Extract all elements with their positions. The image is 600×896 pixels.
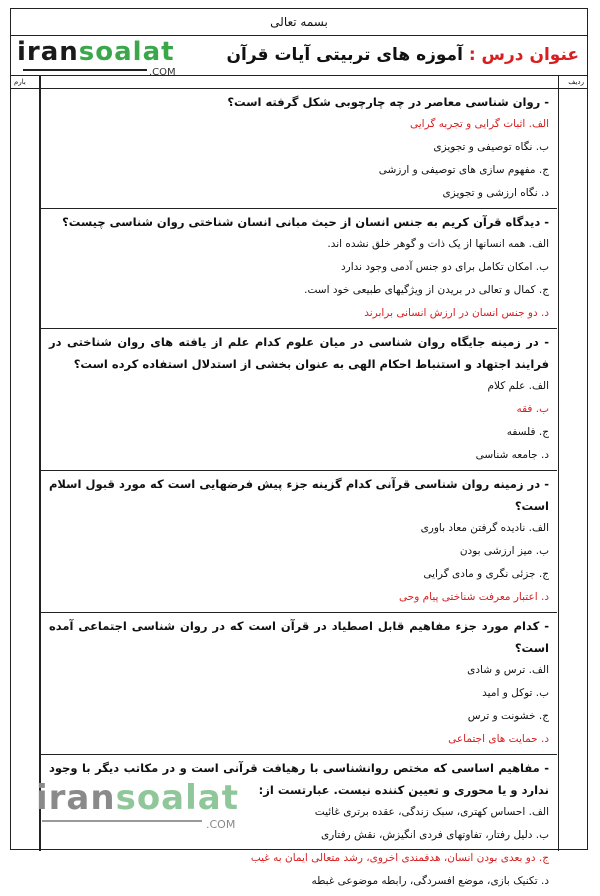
answer-option: ب. توکل و امید <box>482 687 549 699</box>
answer-option: ج. جزئی نگری و مادی گرایی <box>423 568 549 580</box>
question-list <box>41 89 557 896</box>
watermark-domain: .COM <box>206 818 236 831</box>
title-row <box>11 35 587 78</box>
answer-option-correct: د. حمایت های اجتماعی <box>448 733 549 745</box>
question-stem: - کدام مورد جزء مفاهیم قابل اصطیاد در قرآن است که در روان شناسی اجتماعی آمده است؟ <box>49 619 549 655</box>
answer-option: ج. فلسفه <box>506 426 549 438</box>
question-stem: - دیدگاه قرآن کریم به جنس انسان از حیث مبانی انسان شناختی روان شناسی چیست؟ <box>62 215 549 229</box>
watermark-underline <box>42 820 202 822</box>
question-stem: - مفاهیم اساسی که مختص روانشناسی با رهیافت قرآنی است و در مکاتب دیگر با وجود ندارد و یا محوری و تعیین کننده نیست. عبارتست از: <box>49 761 549 797</box>
logo-domain: .COM <box>149 67 176 78</box>
answer-option: الف. همه انسانها از یک ذات و گوهر خلق نشده اند. <box>327 238 549 250</box>
answer-option: ج. مفهوم سازی های توصیفی و ارزشی <box>378 164 549 176</box>
answer-option: ب. میز ارزشی بودن <box>459 545 549 557</box>
answer-option: د. نگاه ارزشی و تجویزی <box>442 187 549 199</box>
answer-option: الف. علم کلام <box>487 380 549 392</box>
answer-option: ج. کمال و تعالی در بریدن از ویژگیهای طبیعی خود است. <box>304 284 549 296</box>
question-block <box>41 613 557 755</box>
column-radif: ردیف <box>568 78 584 86</box>
column-header-row <box>11 75 587 89</box>
logo-underline <box>23 69 147 71</box>
answer-option-correct: ب. فقه <box>516 403 549 415</box>
lesson-title <box>227 45 579 65</box>
watermark-logo <box>36 778 256 838</box>
bismillah-header: بسمه تعالی <box>11 9 587 36</box>
answer-option: ب. امکان تکامل برای دو جنس آدمی وجود ندارد <box>340 261 549 273</box>
answer-option: ب. دلیل رفتار، تفاوتهای فردی انگیزش، نقش رفتاری <box>320 829 549 841</box>
question-stem: - روان شناسی معاصر در چه چارچوبی شکل گرفته است؟ <box>227 95 549 109</box>
answer-option: الف. ترس و شادی <box>467 664 549 676</box>
question-block <box>41 89 557 209</box>
exam-sheet <box>10 8 588 887</box>
answer-option-correct: د. دو جنس انسان در ارزش انسانی برابرند <box>364 307 549 319</box>
question-stem: - در زمینه روان شناسی قرآنی کدام گزینه جزء پیش فرضهایی است که مورد قبول اسلام است؟ <box>49 477 549 513</box>
answer-option: د. تکنیک بازی، موضع افسردگی، رابطه موضوعی غبطه <box>311 875 549 887</box>
question-stem: - در زمینه جایگاه روان شناسی در میان علوم کدام علم از یافته های روان شناختی در فرایند اجتهاد و استنباط احکام الهی به عنوان بخشی از استدلال استفاده کرده است؟ <box>49 335 549 371</box>
logo-wordmark: iransoalat <box>17 37 175 67</box>
lesson-name: آموزه های تربیتی آیات قرآن <box>226 45 463 65</box>
lesson-label: عنوان درس : <box>468 45 579 65</box>
answer-option: الف. احساس کهتری، سبک زندگی، عقده برتری غائیت <box>314 806 549 818</box>
answer-option: ب. نگاه توصیفی و تجویزی <box>433 141 549 153</box>
answer-option-correct: د. اعتبار معرفت شناختی پیام وحی <box>399 591 549 603</box>
question-block <box>41 329 557 471</box>
answer-option-correct: الف. اثبات گرایی و تجربه گرایی <box>410 118 549 130</box>
watermark-wordmark: iransoalat <box>36 778 239 818</box>
question-block <box>41 209 557 329</box>
answer-option: د. جامعه شناسی <box>475 449 549 461</box>
answer-option: ج. خشونت و ترس <box>467 710 549 722</box>
column-divider-right <box>558 75 560 851</box>
question-block <box>41 471 557 613</box>
column-barm: بارم <box>14 78 26 86</box>
answer-option-correct: ج. دو بعدی بودن انسان، هدفمندی اخروی، رشد متعالی ایمان به غیب <box>250 852 549 864</box>
answer-option: الف. نادیده گرفتن معاد باوری <box>420 522 549 534</box>
